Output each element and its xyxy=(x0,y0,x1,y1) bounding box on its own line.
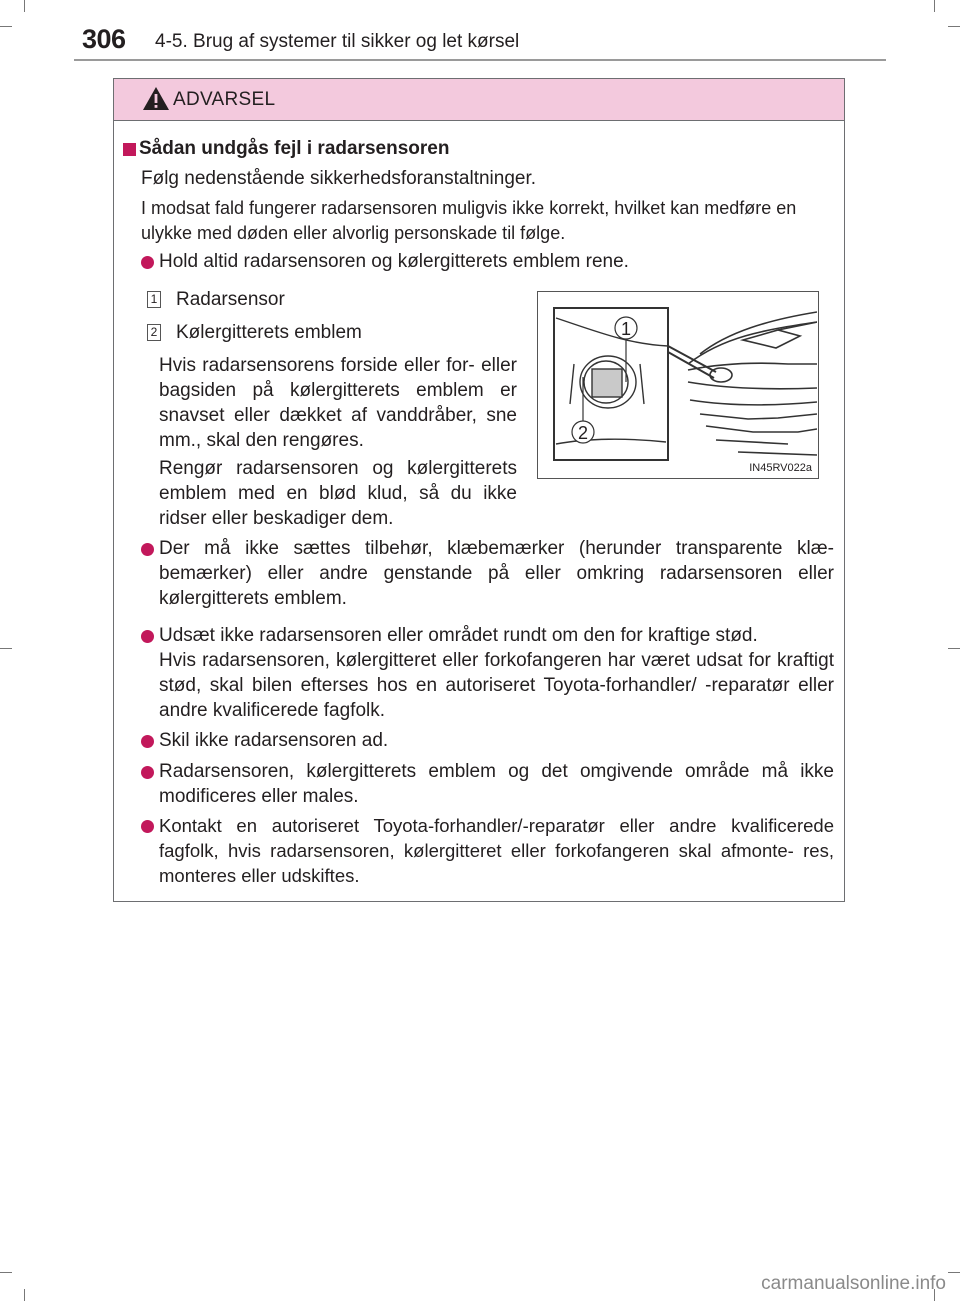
warning-box xyxy=(113,78,845,902)
page-header xyxy=(74,24,886,60)
section-title: 4-5. Brug af systemer til sikker og let kørsel xyxy=(155,31,520,52)
crop-mark xyxy=(948,1272,960,1273)
bullet-4: Skil ikke radarsensoren ad. xyxy=(159,730,389,751)
bullet-dot-icon xyxy=(141,256,154,269)
crop-mark xyxy=(948,26,960,27)
bullet-dot-icon xyxy=(141,735,154,748)
callout-1: 1 xyxy=(620,319,632,339)
crop-mark xyxy=(948,648,960,649)
bullet-dot-icon xyxy=(141,543,154,556)
heading-square-icon xyxy=(123,143,136,156)
warning-heading: Sådan undgås fejl i radarsensoren xyxy=(139,138,450,159)
bullet-3-line-1: Udsæt ikke radarsensoren eller området rundt om den for kraftige stød. xyxy=(159,625,758,646)
bullet-dot-icon xyxy=(141,820,154,833)
description-2: Rengør radarsensoren og kølergitterets emblem med en blød klud, så du ikke ridser eller beskadiger dem. xyxy=(159,458,517,529)
warning-label: ADVARSEL xyxy=(173,89,276,110)
bullet-5: Radarsensoren, kølergitterets emblem og det omgivende område må ikke modificeres eller males. xyxy=(159,761,834,807)
crop-mark xyxy=(0,26,12,27)
crop-mark xyxy=(24,1289,25,1301)
crop-mark xyxy=(0,648,12,649)
crop-mark xyxy=(24,0,25,12)
bullet-2: Der må ikke sættes tilbehør, klæbemærker (herunder transparente klæ- bemærker) eller andre genstande på eller omkring radarsensoren eller kølergitterets emblem. xyxy=(159,538,834,609)
intro-text-1: Følg nedenstående sikkerhedsforanstaltninger. xyxy=(141,168,537,189)
page-number: 306 xyxy=(82,24,126,54)
bullet-dot-icon xyxy=(141,766,154,779)
figure-code: IN45RV022a xyxy=(749,462,812,474)
crop-mark xyxy=(0,1272,12,1273)
bullet-dot-icon xyxy=(141,630,154,643)
crop-mark xyxy=(934,0,935,12)
legend-label-1: Radarsensor xyxy=(176,289,285,310)
legend-label-2: Kølergitterets emblem xyxy=(176,322,362,343)
callout-2: 2 xyxy=(577,423,589,443)
legend-number-1: 1 xyxy=(147,291,161,308)
intro-text-2: I modsat fald fungerer radarsensoren muligvis ikke korrekt, hvilket kan medføre en ulykke med døden eller alvorlig personskade til følge. xyxy=(141,198,797,243)
legend-number-2: 2 xyxy=(147,324,161,341)
warning-triangle-icon xyxy=(142,86,170,111)
description-1: Hvis radarsensorens forside eller for- eller bagsiden på kølergitterets emblem er snavset eller dækket af vanddråber, sne mm., skal den rengøres. xyxy=(159,355,517,451)
watermark: carmanualsonline.info xyxy=(761,1273,946,1294)
bullet-3-rest: Hvis radarsensoren, kølergitteret eller forkofangeren har været udsat for kraftigt stød, skal bilen efterses hos en autoriseret Toyota-forhandler/ -reparatør eller andre kvalificerede fagfolk. xyxy=(159,650,834,721)
bullet-6: Kontakt en autoriseret Toyota-forhandler/-reparatør eller andre kvalificerede fagfolk, hvis radarsensoren, kølergitteret eller forkofangeren skal afmonte- res, monteres eller udskiftes. xyxy=(159,815,834,886)
car-front-illustration xyxy=(538,292,817,477)
radar-sensor-figure xyxy=(537,291,819,479)
header-rule xyxy=(74,59,886,61)
warning-header xyxy=(114,79,844,121)
bullet-1: Hold altid radarsensoren og kølergitterets emblem rene. xyxy=(159,251,629,272)
